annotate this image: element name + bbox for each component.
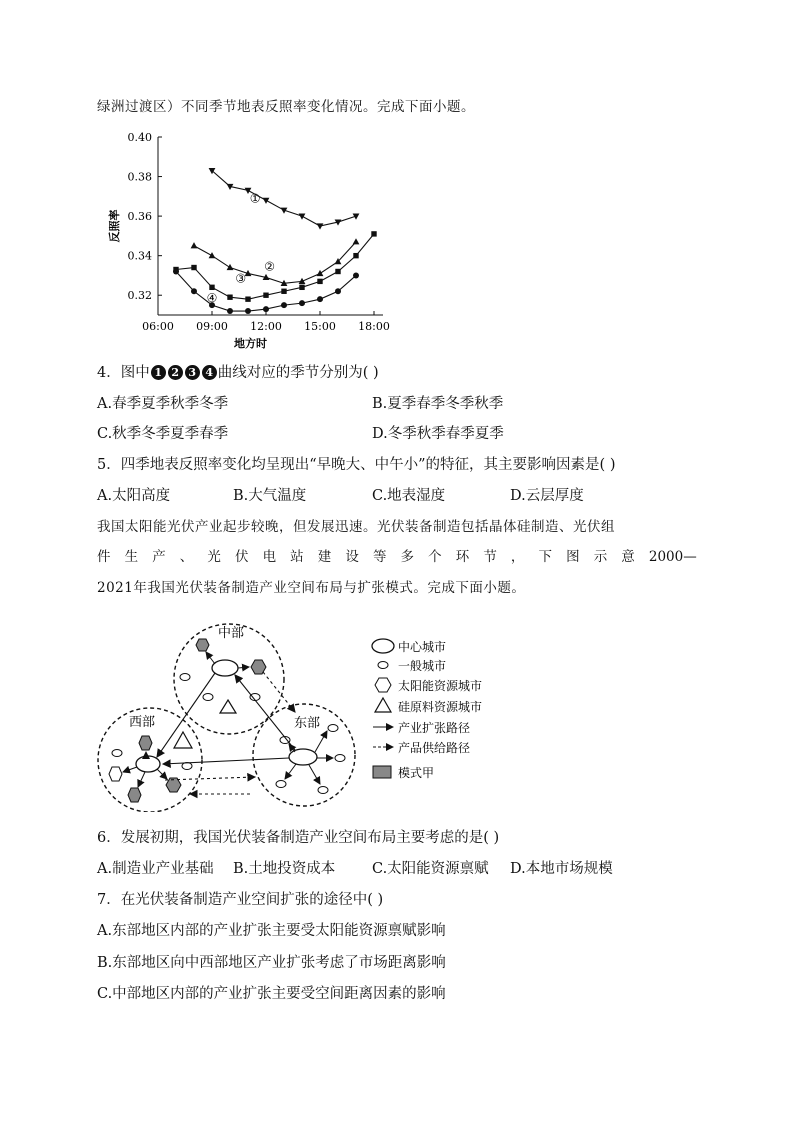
- data-point: [281, 302, 287, 308]
- y-axis-label: 反照率: [108, 209, 121, 243]
- series-line-3: [176, 234, 374, 299]
- data-point: [173, 268, 179, 274]
- legend-solar-city-icon: [375, 678, 391, 692]
- word: 产: [152, 549, 166, 565]
- word: 示: [593, 549, 608, 565]
- q6-option-d[interactable]: D.本地市场规模: [510, 861, 613, 877]
- q5-option-c[interactable]: C.地表湿度: [372, 488, 446, 504]
- data-point: [191, 265, 196, 270]
- data-point: [191, 242, 198, 248]
- circle-2: 2: [168, 365, 183, 380]
- word: 设: [345, 549, 359, 565]
- data-point: [335, 269, 340, 274]
- x-tick-label: 15:00: [304, 320, 336, 333]
- legend-label: 产品供给路径: [398, 741, 471, 755]
- general-city-icon: [328, 725, 338, 732]
- intro-text-2-line3: 2021年我国光伏装备制造产业空间布局与扩张模式。完成下面小题。: [97, 580, 526, 596]
- solar-city-icon: [139, 736, 152, 750]
- silicon-city-icon: [220, 700, 236, 713]
- word: 、: [179, 549, 194, 565]
- data-point: [353, 272, 359, 278]
- region-east-label: 东部: [294, 716, 321, 731]
- q4-option-b[interactable]: B.夏季春季冬季秋季: [372, 396, 504, 412]
- series-line-2: [194, 242, 356, 284]
- circle-3: 3: [185, 365, 200, 380]
- q5-option-d[interactable]: D.云层厚度: [510, 488, 584, 504]
- expansion-path-east-to-middle: [235, 675, 295, 750]
- legend-label: 一般城市: [398, 659, 447, 673]
- q4-stem: [97, 363, 379, 383]
- data-point: [317, 296, 323, 302]
- word: 个: [428, 549, 442, 565]
- intro-text-2-line1: 我国太阳能光伏产业起步较晚，但发展迅速。光伏装备制造包括晶体硅制造、光伏组: [97, 519, 615, 535]
- data-point: [371, 231, 376, 236]
- q5-option-a[interactable]: A.太阳高度: [97, 488, 171, 504]
- expansion-path-east-to-west: [163, 758, 289, 764]
- y-tick-label: 0.36: [127, 210, 152, 224]
- word: 意: [621, 549, 635, 565]
- x-tick-label: 06:00: [142, 320, 174, 333]
- data-point: [299, 214, 306, 220]
- q4-stem-before: 4．图中: [97, 365, 150, 381]
- data-point: [209, 252, 216, 258]
- q6-option-a[interactable]: A.制造业产业基础: [97, 861, 214, 877]
- industry-diagram: [95, 612, 495, 812]
- legend-mode-jia-icon: [373, 766, 391, 778]
- word: 图: [566, 549, 580, 565]
- y-tick-label: 0.38: [127, 170, 152, 184]
- series-label-3: ③: [235, 271, 247, 286]
- q7-stem: 7．在光伏装备制造产业空间扩张的途径中( ): [97, 892, 384, 908]
- data-point: [317, 270, 324, 276]
- supply-path-middle-to-east: [263, 672, 295, 712]
- data-point: [227, 264, 234, 270]
- word: 建: [317, 549, 332, 565]
- data-point: [299, 300, 305, 306]
- data-point: [317, 223, 324, 229]
- general-city-icon: [335, 755, 345, 762]
- q4-stem-after: 曲线对应的季节分别为( ): [217, 365, 379, 381]
- q5-option-b[interactable]: B.大气温度: [233, 488, 307, 504]
- legend-label: 硅原料资源城市: [398, 700, 483, 714]
- q4-option-c[interactable]: C.秋季冬季夏季春季: [97, 426, 229, 442]
- y-tick-label: 0.34: [127, 249, 152, 263]
- intro-text-1: 绿洲过渡区）不同季节地表反照率变化情况。完成下面小题。: [97, 99, 475, 115]
- word: 件: [97, 549, 111, 565]
- legend-label: 模式甲: [398, 766, 435, 780]
- solar-city-icon: [251, 660, 266, 674]
- word: 站: [290, 549, 304, 565]
- data-point: [263, 293, 268, 298]
- word: ，: [510, 549, 525, 565]
- silicon-city-icon: [174, 732, 192, 748]
- data-point: [245, 296, 250, 301]
- general-city-icon: [276, 781, 286, 788]
- general-city-icon: [318, 787, 328, 794]
- word: 等: [372, 549, 387, 565]
- word: 下: [538, 549, 552, 565]
- x-tick-label: 18:00: [358, 320, 390, 333]
- intro-text-2-line2: [97, 547, 697, 567]
- data-point: [227, 295, 232, 300]
- general-city-icon: [112, 750, 122, 757]
- data-point: [191, 288, 197, 294]
- q7-option-a[interactable]: A.东部地区内部的产业扩张主要受太阳能资源禀赋影响: [97, 923, 446, 939]
- q6-option-c[interactable]: C.太阳能资源禀赋: [372, 861, 489, 877]
- word: 环: [455, 549, 470, 565]
- data-point: [317, 279, 322, 284]
- series-label-4: ④: [206, 291, 218, 306]
- region-west-label: 西部: [129, 715, 156, 730]
- legend-general-city-icon: [378, 662, 388, 669]
- data-point: [263, 306, 269, 312]
- word: 节: [483, 549, 497, 565]
- region-middle-label: 中部: [218, 626, 245, 641]
- legend-silicon-city-icon: [375, 698, 391, 712]
- data-point: [353, 238, 360, 244]
- solar-city-icon: [109, 767, 122, 781]
- circle-1: 1: [151, 365, 166, 380]
- word: 光: [207, 549, 221, 565]
- word: 2000—: [648, 549, 697, 565]
- x-tick-label: 12:00: [250, 320, 282, 333]
- general-city-icon: [203, 694, 213, 701]
- word: 多: [400, 549, 415, 565]
- q7-option-b[interactable]: B.东部地区向中西部地区产业扩张考虑了市场距离影响: [97, 955, 446, 971]
- legend-central-city-icon: [372, 639, 394, 653]
- data-point: [227, 308, 233, 314]
- data-point: [245, 308, 251, 314]
- q4-option-a[interactable]: A.春季夏季秋季冬季: [97, 396, 229, 412]
- q6-stem: 6．发展初期，我国光伏装备制造产业空间布局主要考虑的是( ): [97, 830, 500, 846]
- albedo-chart: [100, 125, 400, 350]
- general-city-icon: [180, 674, 190, 681]
- data-point: [263, 198, 270, 204]
- central-city-east: [289, 749, 317, 765]
- solar-city-icon: [128, 788, 141, 802]
- y-tick-label: 0.40: [127, 131, 152, 144]
- legend-label: 产业扩张路径: [398, 721, 471, 735]
- x-tick-label: 09:00: [196, 320, 228, 333]
- circle-4: 4: [202, 365, 217, 380]
- data-point: [353, 253, 358, 258]
- central-city-middle: [212, 660, 238, 676]
- data-point: [335, 288, 341, 294]
- q5-stem: 5．四季地表反照率变化均呈现出“早晚大、中午小”的特征，其主要影响因素是( ): [97, 457, 616, 473]
- x-axis-label: 地方时: [234, 337, 267, 350]
- central-city-west: [136, 756, 160, 772]
- series-label-2: ②: [264, 259, 275, 274]
- legend-label: 中心城市: [398, 640, 447, 654]
- data-point: [281, 289, 286, 294]
- diagram-legend: [372, 639, 482, 780]
- series-label-1: ①: [249, 191, 261, 206]
- data-point: [299, 285, 304, 290]
- y-tick-label: 0.32: [127, 289, 152, 303]
- supply-path-west-to-east: [165, 777, 255, 780]
- q7-option-c[interactable]: C.中部地区内部的产业扩张主要受空间距离因素的影响: [97, 986, 446, 1002]
- q4-option-d[interactable]: D.冬季秋季春季夏季: [372, 426, 504, 442]
- solar-city-icon: [196, 639, 209, 651]
- series-line-1: [212, 171, 356, 226]
- data-point: [209, 285, 214, 290]
- legend-label: 太阳能资源城市: [398, 679, 483, 693]
- word: 电: [262, 549, 277, 565]
- word: 生: [124, 549, 139, 565]
- word: 伏: [234, 549, 249, 565]
- q6-option-b[interactable]: B.土地投资成本: [233, 861, 336, 877]
